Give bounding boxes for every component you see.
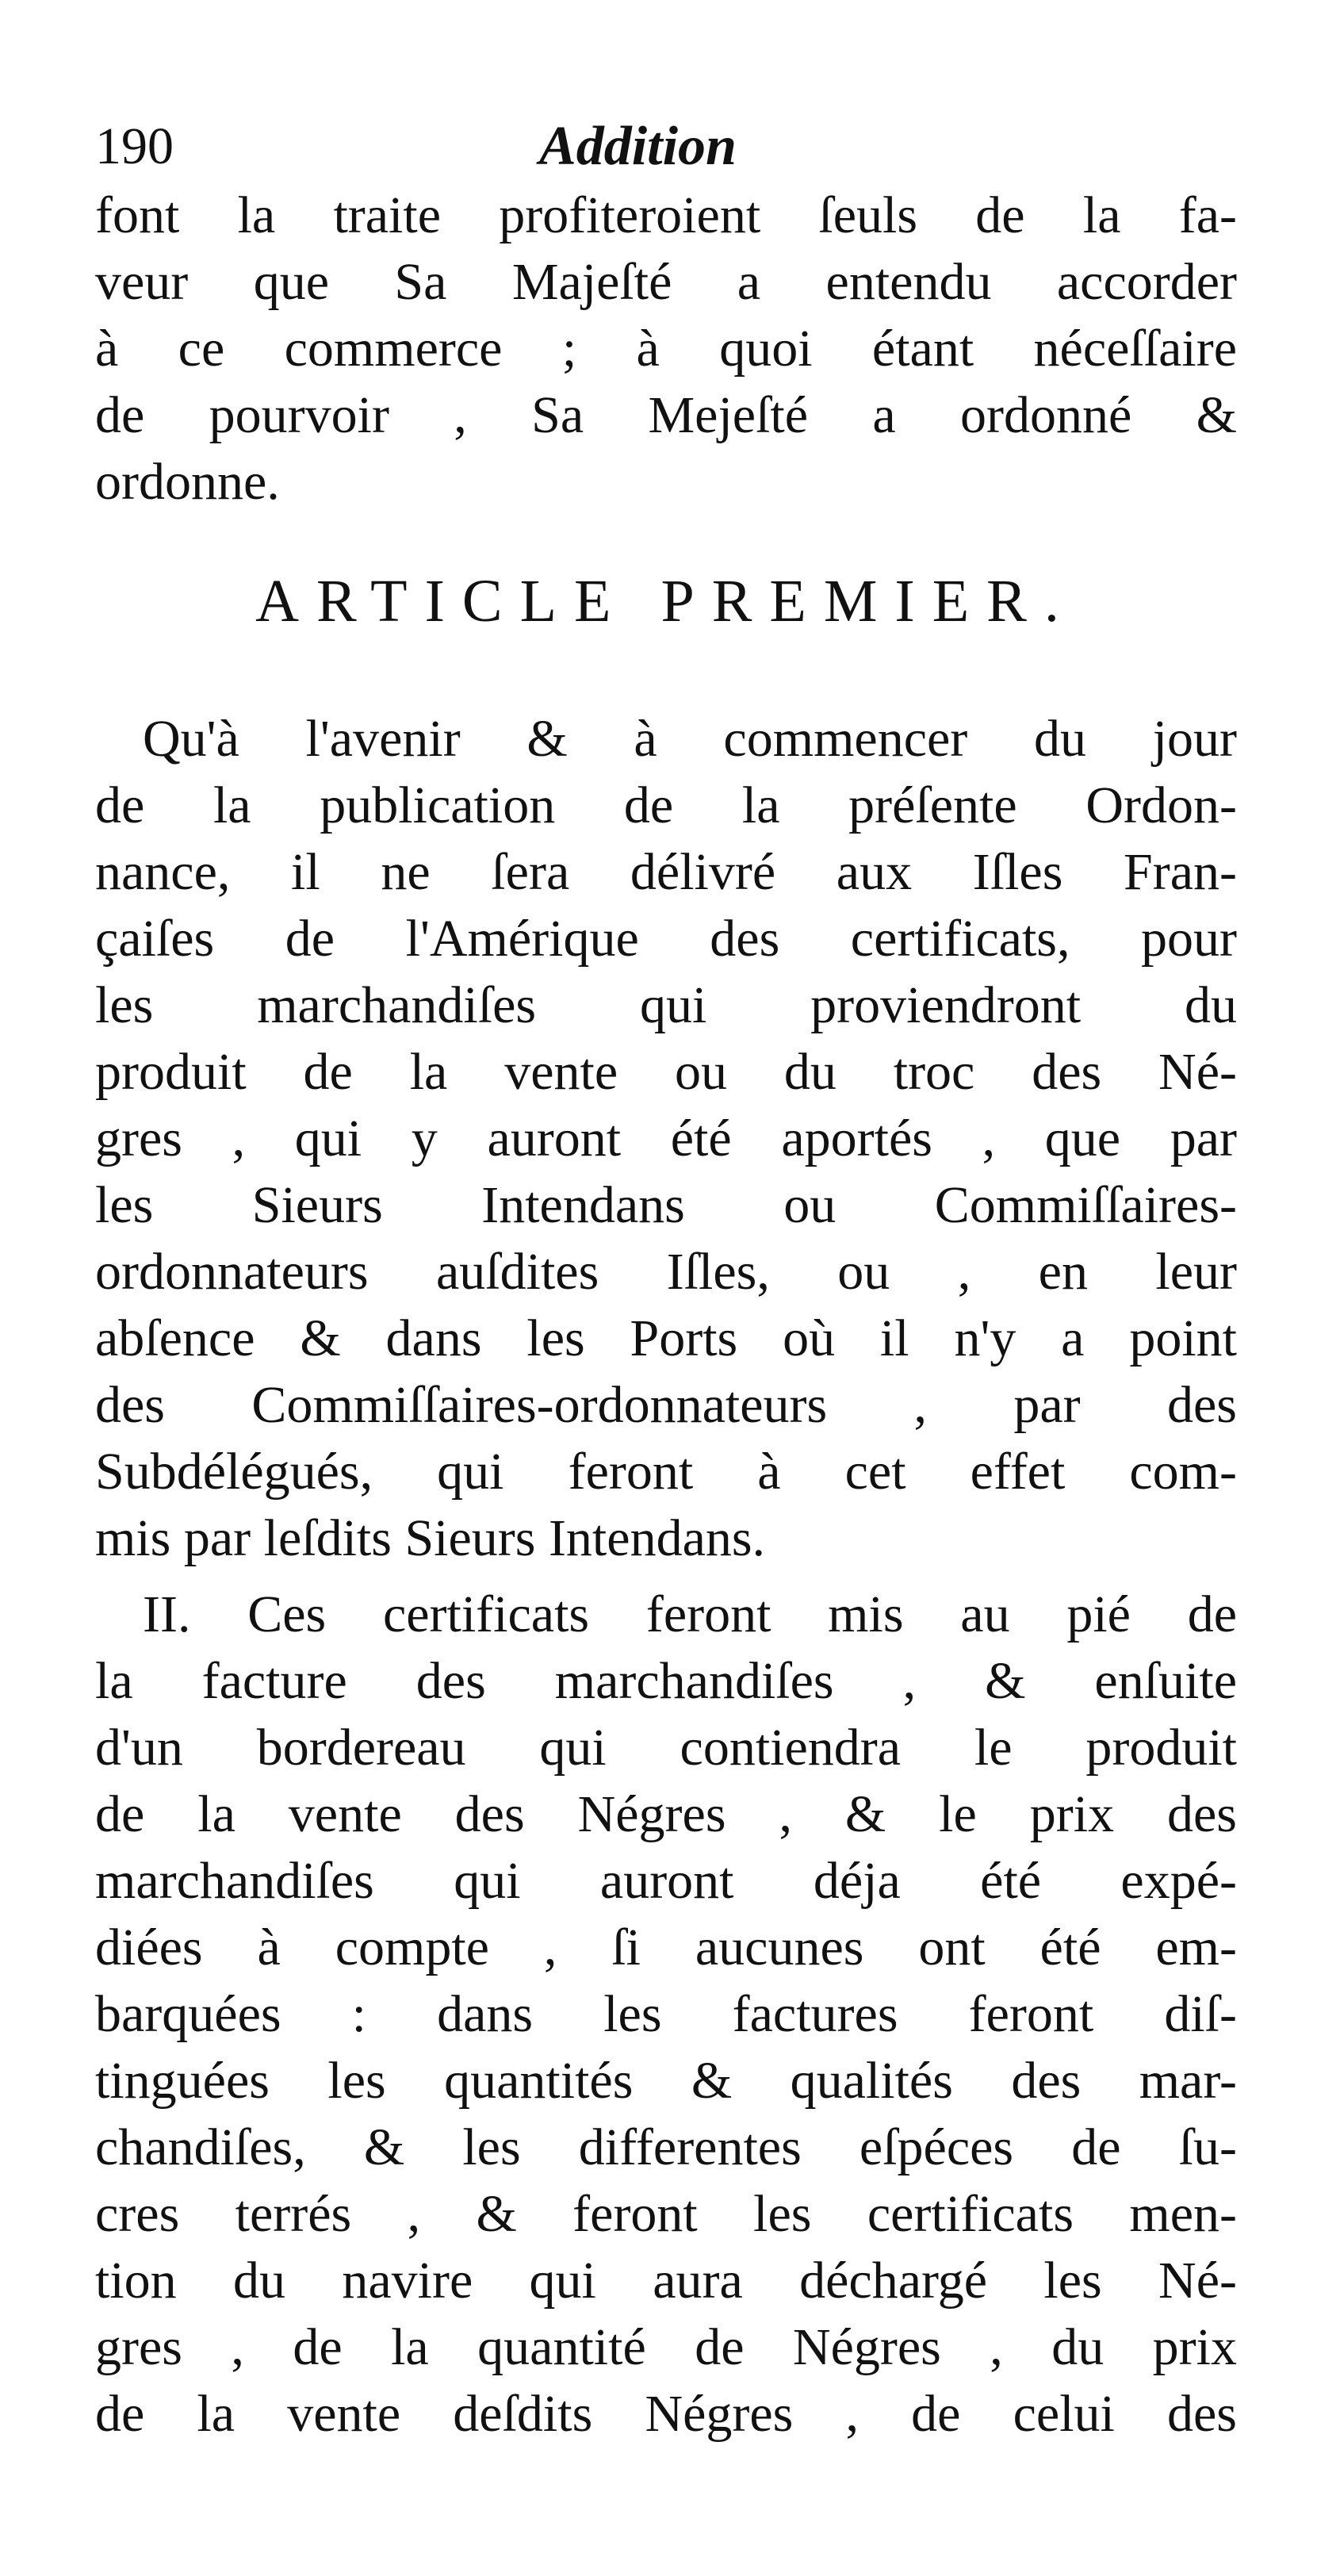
text-line: tinguées les quantités & qualités des mar- [95,2052,1237,2110]
text-line: nance, il ne ſera délivré aux Iſles Fran- [95,843,1237,901]
text-line: à ce commerce ; à quoi étant néceſſaire [95,320,1237,378]
text-line: gres , qui y auront été aportés , que par [95,1110,1237,1167]
text-line: ordonne. [95,453,280,511]
article-1-paragraph [95,706,1237,1572]
text-line: les marchandiſes qui proviendront du [95,976,1237,1034]
text-line: la facture des marchandiſes , & enſuite [95,1652,1237,1710]
text-line: çaiſes de l'Amérique des certificats, pour [95,910,1237,968]
text-line: d'un bordereau qui contiendra le produit [95,1719,1237,1777]
running-head: Addition [539,116,737,177]
text-line: Qu'à l'avenir & à commencer du jour [143,710,1237,768]
intro-paragraph [95,182,1237,516]
text-line: de pourvoir , Sa Mejeſté a ordonné & [95,386,1237,444]
text-line: produit de la vente ou du troc des Né- [95,1043,1237,1101]
article-2-paragraph [95,1581,1237,2448]
text-line: font la traite profiteroient ſeuls de la fa- [95,186,1237,244]
text-line: gres , de la quantité de Négres , du prix [95,2318,1237,2376]
text-line: II. Ces certificats feront mis au pié de [143,1585,1237,1643]
text-line: chandiſes, & les differentes eſpéces de ſu- [95,2118,1237,2176]
text-line: des Commiſſaires-ordonnateurs , par des [95,1376,1237,1434]
text-line: veur que Sa Majeſté a entendu accorder [95,253,1237,311]
text-line: tion du navire qui aura déchargé les Né- [95,2252,1237,2310]
text-line: cres terrés , & feront les certificats men- [95,2185,1237,2243]
text-line: diées à compte , ſi aucunes ont été em- [95,1919,1237,1976]
text-line: de la publication de la préſente Ordon- [95,776,1237,834]
text-line: ordonnateurs auſdites Iſles, ou , en leur [95,1243,1237,1301]
text-line: les Sieurs Intendans ou Commiſſaires- [95,1176,1237,1234]
text-line: de la vente deſdits Négres , de celui des [95,2385,1237,2443]
text-line: Subdélégués, qui feront à cet effet com- [95,1443,1237,1501]
text-line: mis par leſdits Sieurs Intendans. [95,1509,766,1567]
page-header [95,111,1245,182]
page-number: 190 [95,117,174,175]
text-line: barquées : dans les factures feront diſ- [95,1985,1237,2043]
text-line: abſence & dans les Ports où il n'y a point [95,1309,1237,1367]
text-line: marchandiſes qui auront déja été expé- [95,1852,1237,1910]
text-line: de la vente des Négres , & le prix des [95,1785,1237,1843]
article-heading: ARTICLE PREMIER. [255,568,1077,634]
